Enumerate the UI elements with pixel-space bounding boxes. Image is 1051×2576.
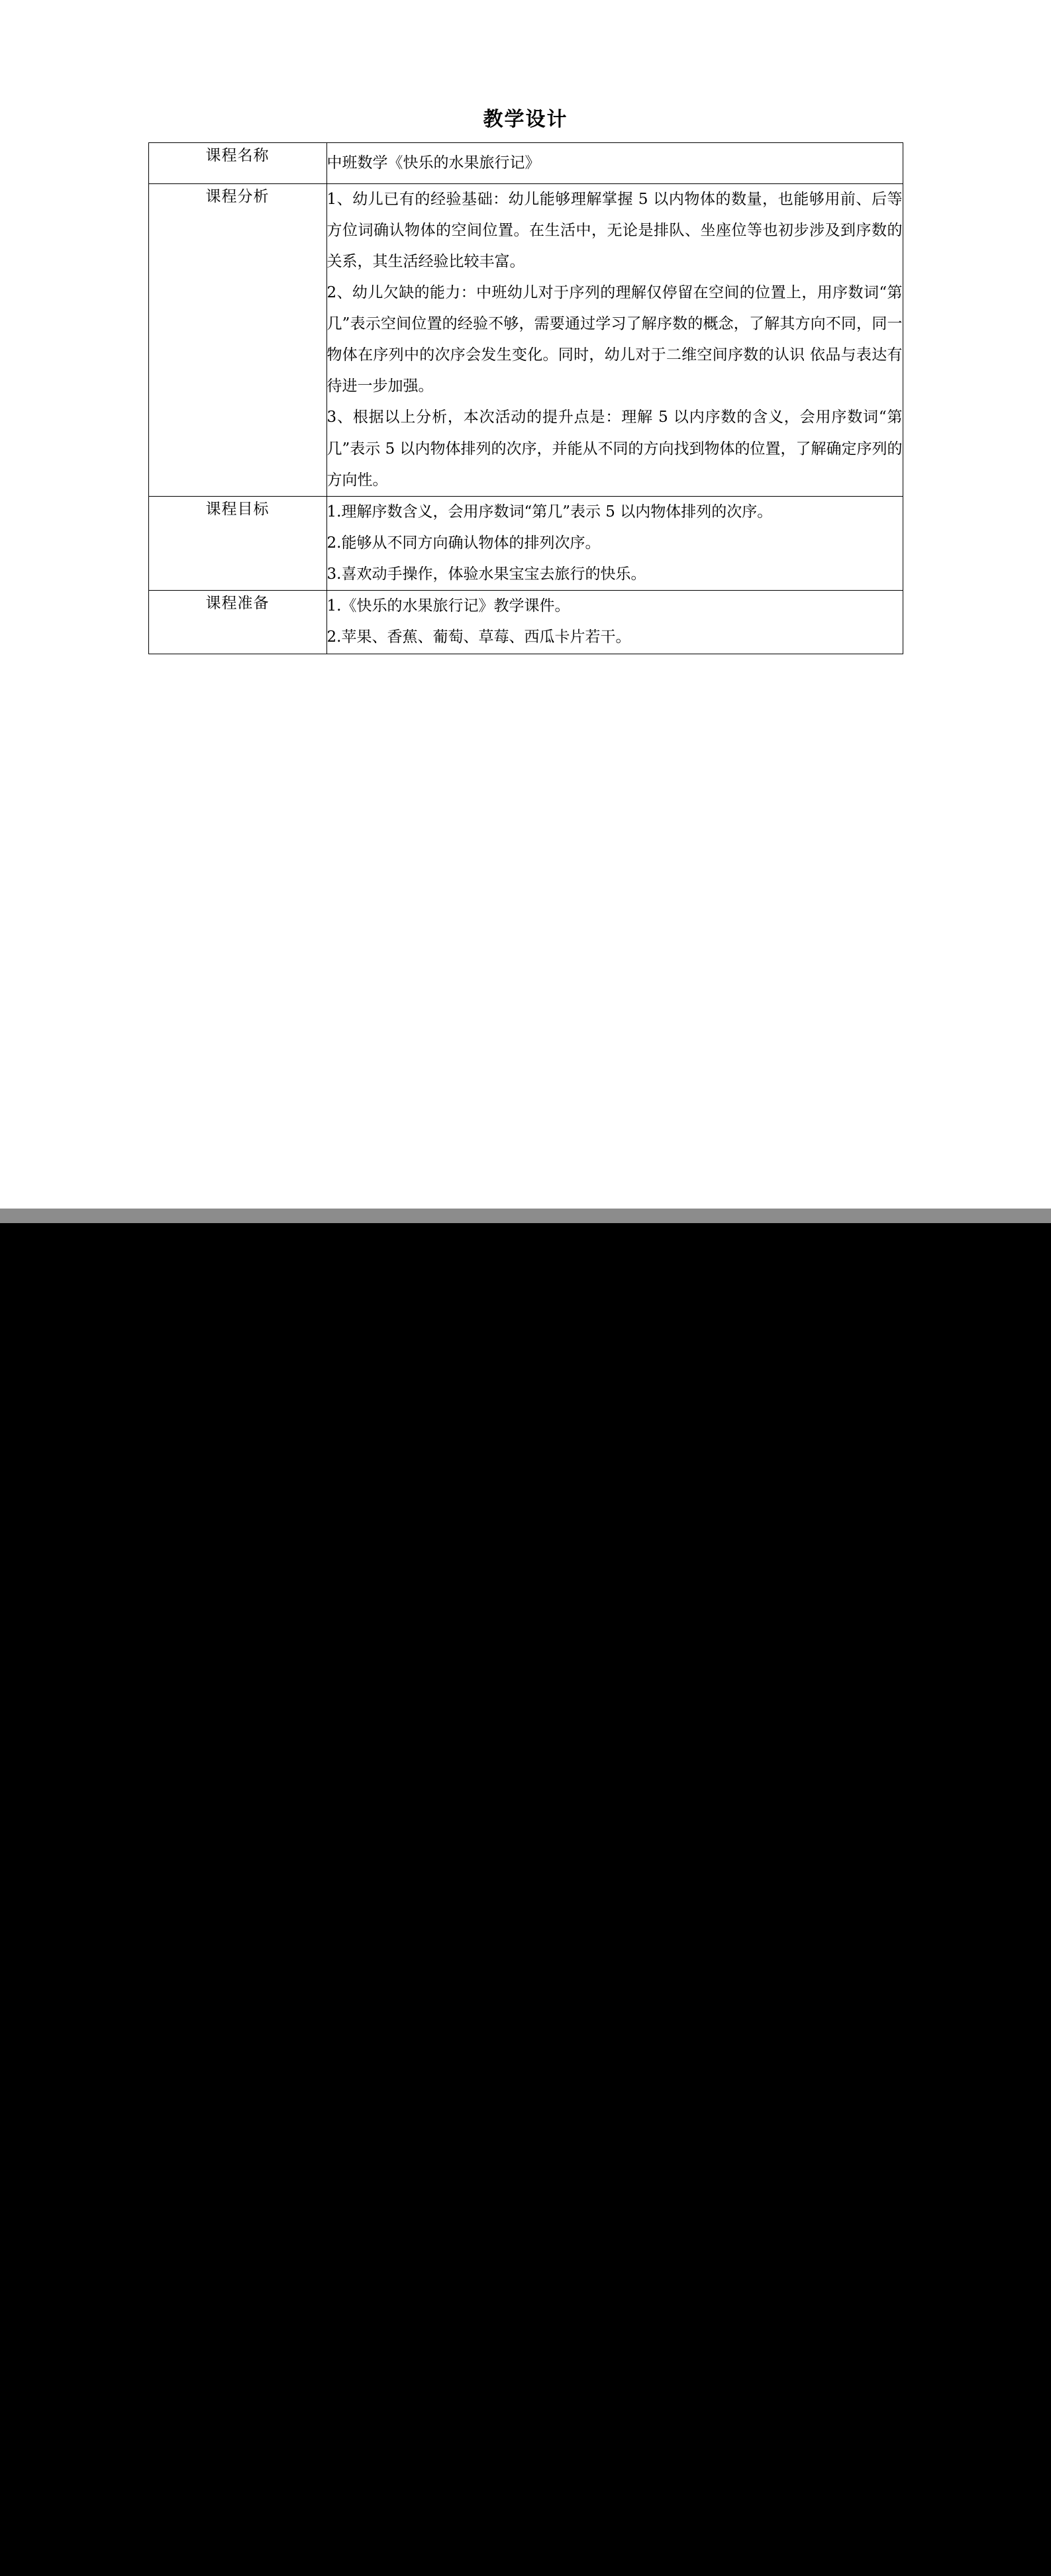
paragraph: 2.能够从不同方向确认物体的排列次序。 (326, 534, 601, 552)
table-row (148, 496, 903, 590)
table-row (148, 591, 903, 654)
table-row (148, 143, 903, 184)
row-content-course-analysis (326, 183, 903, 496)
paragraph: 1.《快乐的水果旅行记》教学课件。 (326, 597, 570, 615)
paragraph: 2.苹果、香蕉、葡萄、草莓、西瓜卡片若干。 (326, 628, 631, 646)
row-label-course-name: 课程名称 (148, 143, 326, 184)
page-title: 教学设计 (483, 108, 568, 131)
paragraph: 中班数学《快乐的水果旅行记》 (326, 154, 540, 172)
row-content-course-objectives (326, 496, 903, 590)
row-label-course-preparation: 课程准备 (148, 591, 326, 654)
row-content-course-name (326, 143, 903, 184)
paragraph: 3.喜欢动手操作，体验水果宝宝去旅行的快乐。 (326, 566, 646, 583)
paragraph: 1、幼儿已有的经验基础：幼儿能够理解掌握 5 以内物体的数量，也能够用前、后等方位词确认物体的空间位置。在生活中，无论是排队、坐座位等也初步涉及到序数的关系，其生活经验比较丰富。 (326, 190, 903, 270)
row-content-course-preparation (326, 591, 903, 654)
teaching-design-table (148, 142, 903, 654)
row-label-course-objectives: 课程目标 (148, 496, 326, 590)
document-page (0, 0, 1051, 1209)
blank-region (0, 1209, 1051, 2576)
paragraph: 3、根据以上分析，本次活动的提升点是：理解 5 以内序数的含义，会用序数词“第几”表示 5 以内物体排列的次序，并能从不同的方向找到物体的位置，了解确定序列的方向性。 (326, 409, 903, 489)
paragraph: 2、幼儿欠缺的能力：中班幼儿对于序列的理解仅停留在空间的位置上，用序数词“第几”表示空间位置的经验不够，需要通过学习了解序数的概念，了解其方向不同，同一物体在序列中的次序会发生变化。同时，幼儿对于二维空间序数的认识 依品与表达有待进一步加强。 (326, 283, 903, 395)
row-label-course-analysis: 课程分析 (148, 183, 326, 496)
paragraph: 1.理解序数含义，会用序数词“第几”表示 5 以内物体排列的次序。 (326, 503, 773, 520)
table-row (148, 183, 903, 496)
divider-band (0, 1209, 1051, 1223)
